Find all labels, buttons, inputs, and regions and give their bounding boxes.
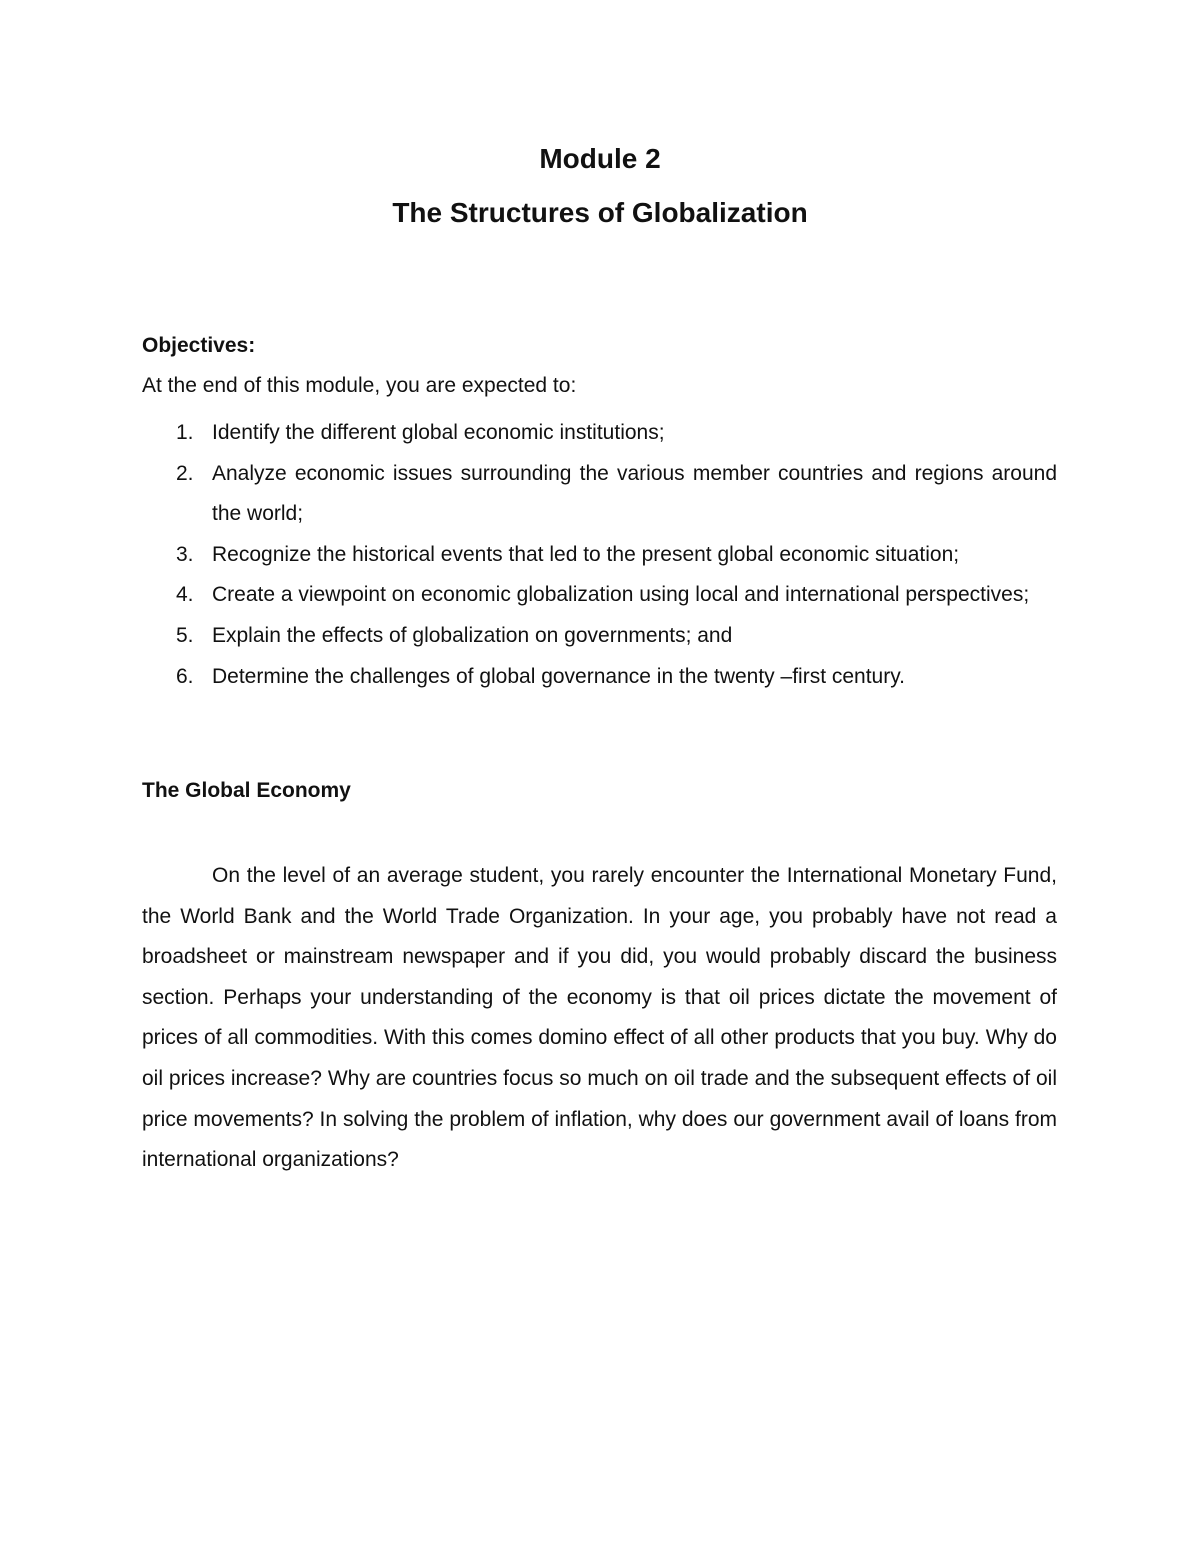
- objective-number: 4.: [176, 583, 194, 607]
- objective-item: [0, 454, 1200, 535]
- objective-number: 5.: [176, 623, 194, 647]
- objective-item: [0, 657, 1200, 698]
- page-title: The Structures of Globalization: [392, 197, 808, 228]
- objectives-list: [0, 413, 1200, 697]
- objective-item: [0, 413, 1200, 454]
- objective-item: [0, 616, 1200, 657]
- objective-text: Identify the different global economic institutions;: [212, 421, 665, 444]
- objectives-heading: Objectives:: [142, 334, 256, 357]
- objective-number: 2.: [176, 461, 194, 485]
- objective-text: Analyze economic issues surrounding the various member countries and regions around the world;: [212, 461, 1057, 526]
- module-label: Module 2: [539, 143, 661, 174]
- objective-number: 6.: [176, 664, 194, 688]
- objective-item: [0, 575, 1200, 616]
- body-paragraph: On the level of an average student, you rarely encounter the International Monetary Fund, the World Bank and the World Trade Organization. In your age, you probably have not read a broadsheet or mainstream newspaper and if you did, you would probably discard the business section. Perhaps your understanding of the economy is that oil prices dictate the movement of prices of all commodities. With this comes domino effect of all other products that you buy. Why do oil prices increase? Why are countries focus so much on oil trade and the subsequent effects of oil price movements? In solving the problem of inflation, why does our government avail of loans from international organizations?: [142, 864, 1057, 1172]
- section-heading: The Global Economy: [142, 779, 351, 802]
- objectives-intro: At the end of this module, you are expected to:: [142, 374, 577, 397]
- objective-number: 3.: [176, 542, 194, 566]
- objective-item: [0, 535, 1200, 576]
- objective-text: Determine the challenges of global governance in the twenty –first century.: [212, 664, 905, 688]
- objective-text: Recognize the historical events that led to the present global economic situation;: [212, 542, 960, 566]
- objective-number: 1.: [176, 421, 194, 444]
- objective-text: Create a viewpoint on economic globalization using local and international perspectives;: [212, 583, 1030, 607]
- objective-text: Explain the effects of globalization on governments; and: [212, 623, 733, 647]
